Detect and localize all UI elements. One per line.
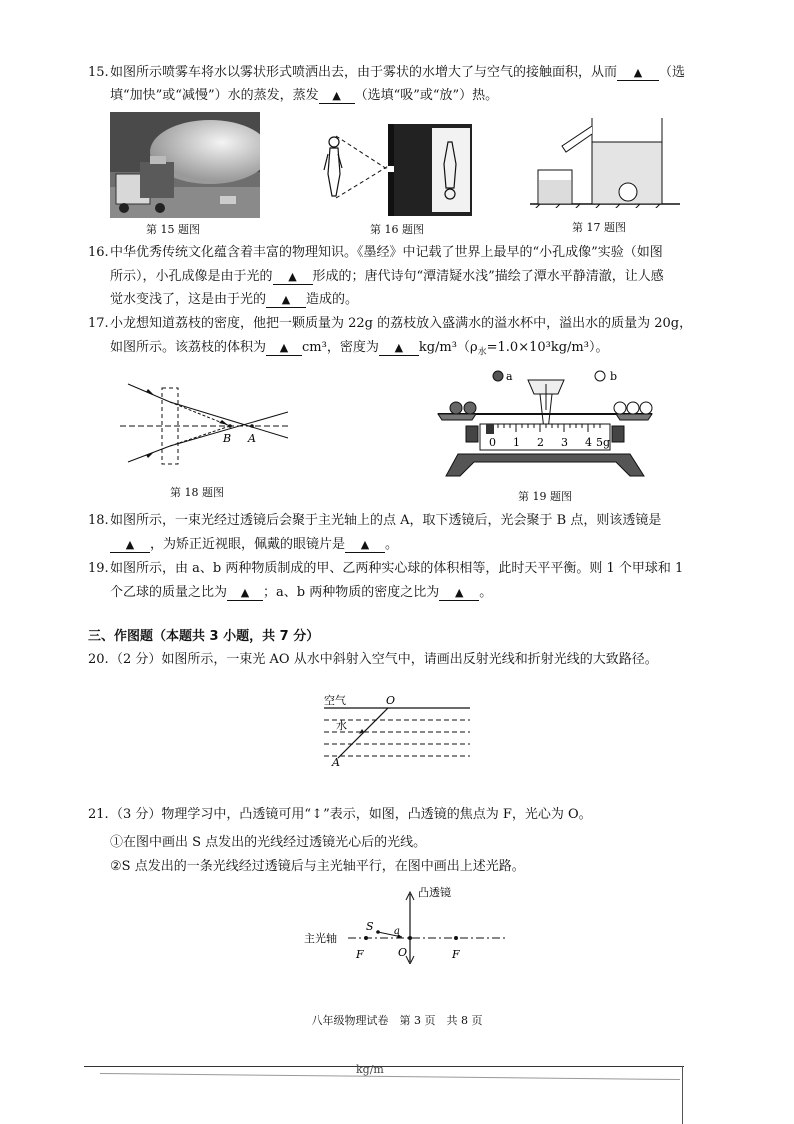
q17-number: 17. — [88, 316, 109, 331]
fig17-caption: 第 17 题图 — [572, 221, 626, 234]
q15-text-1b: （选 — [659, 65, 686, 80]
ball-b-icon — [627, 402, 639, 414]
page-edge-line — [100, 1073, 680, 1080]
bleed-through-text: kg/m — [356, 1063, 384, 1076]
answer-blank: ▲ — [345, 538, 385, 553]
q15-number: 15. — [88, 65, 109, 80]
q21-text-1b: ”表示，如图，凸透镜的焦点为 F，光心为 O。 — [323, 807, 592, 822]
q19-text-2b: ；a、b 两种物质的密度之比为 — [263, 585, 440, 600]
q19-text-2c: 。 — [479, 585, 493, 600]
lens-convergence-figure — [120, 376, 290, 466]
q17-line2 — [110, 339, 608, 362]
answer-blank: ▲ — [273, 270, 313, 285]
q15-text-2a: 填“加快”或“减慢”）水的蒸发，蒸发 — [110, 88, 319, 103]
q20-line1 — [88, 651, 658, 669]
q18-text-1: 如图所示，一束光经过透镜后会聚于主光轴上的点 A，取下透镜后，光会聚于 B 点，则该透镜是 — [110, 513, 662, 528]
ball-b-icon — [614, 402, 626, 414]
q16-number: 16. — [88, 245, 109, 260]
section-title: 三、作图题（本题共 3 小题，共 7 分） — [88, 629, 320, 644]
q20-text: （2 分）如图所示，一束光 AO 从水中斜射入空气中，请画出反射光线和折射光线的大致路径。 — [110, 652, 658, 667]
q19-line1 — [88, 560, 683, 578]
left-pan — [438, 414, 476, 420]
balance-figure — [430, 364, 660, 482]
svg-text:0: 0 — [489, 436, 496, 449]
q21-item2: ②S 点发出的一条光线经过透镜后与主光轴平行，在图中画出上述光路。 — [110, 859, 525, 874]
ball-b-icon — [595, 371, 605, 381]
balance-base — [446, 454, 644, 476]
ball-a-icon — [493, 371, 503, 381]
answer-blank: ▲ — [227, 586, 263, 601]
q19-text-1: 如图所示，由 a、b 两种物质制成的甲、乙两种实心球的体积相等，此时天平平衡。则 1 个甲球和 1 — [110, 561, 684, 576]
q19-line2 — [110, 584, 492, 602]
fig15-caption: 第 15 题图 — [146, 223, 200, 236]
point-a-label: A — [248, 432, 256, 445]
answer-blank: ▲ — [110, 538, 150, 553]
spout — [562, 126, 592, 152]
q17-text-2b: cm³，密度为 — [302, 340, 379, 355]
point-s-label: S — [366, 920, 374, 933]
q20-number: 20. — [88, 652, 109, 667]
q18-number: 18. — [88, 513, 109, 528]
q19-text-2a: 个乙球的质量之比为 — [110, 585, 228, 600]
answer-blank: ▲ — [266, 341, 302, 356]
ball-a-icon — [450, 402, 462, 414]
convex-lens-symbol-icon: ↕ — [311, 807, 323, 822]
fig16-caption: 第 16 题图 — [370, 223, 424, 236]
focus-left-label: F — [356, 948, 364, 961]
answer-blank: ▲ — [439, 586, 479, 601]
refraction-figure — [322, 692, 472, 768]
q17-text-1: 小龙想知道荔枝的密度，他把一颗质量为 22g 的荔枝放入盛满水的溢水杯中，溢出水的质量为 20g， — [110, 316, 693, 331]
q18-text-2b: ，为矫正近视眼，佩戴的眼镜片是 — [150, 537, 346, 552]
point-b-label: B — [223, 432, 232, 445]
q18-line1 — [88, 512, 661, 530]
svg-text:3: 3 — [561, 436, 568, 449]
lens-label: 凸透镜 — [418, 886, 451, 899]
point-o-label: O — [386, 694, 396, 707]
q15-text-2b: （选填“吸”或“放”）热。 — [354, 88, 499, 103]
water-label: 水 — [336, 719, 347, 732]
label-a: a — [506, 370, 513, 383]
q16-line1 — [88, 244, 663, 262]
q16-text-2a: 所示），小孔成像是由于光的 — [110, 269, 273, 284]
q16-text-2b: 形成的；唐代诗句“潭清疑水浅”描绘了潭水平静清澈，让人感 — [312, 269, 664, 284]
optical-center-label: O — [398, 946, 408, 959]
page-footer: 八年级物理试卷 第 3 页 共 8 页 — [311, 1014, 483, 1027]
rider-weight — [486, 424, 494, 434]
point-a-label: A — [332, 756, 340, 768]
svg-text:2: 2 — [537, 436, 544, 449]
page-edge-line — [84, 1066, 684, 1067]
answer-blank: ▲ — [266, 293, 306, 308]
q18-text-2c: 。 — [385, 537, 399, 552]
ray-a-label: a — [394, 926, 400, 937]
q19-number: 19. — [88, 561, 109, 576]
answer-blank: ▲ — [319, 89, 355, 104]
q15-line1 — [88, 64, 685, 82]
label-b: b — [610, 370, 618, 383]
page-edge-line — [682, 1066, 683, 1124]
q17-text-2c: kg/m³（ρ — [418, 340, 478, 355]
q16-text-1: 中华优秀传统文化蕴含着丰富的物理知识。《墨经》中记载了世界上最早的“小孔成像”实验（如图 — [110, 245, 663, 260]
fig19-caption: 第 19 题图 — [518, 490, 572, 503]
q17-text-2d: =1.0×10³kg/m³）。 — [486, 340, 609, 355]
svg-text:4: 4 — [585, 436, 592, 449]
incident-ray-ao — [338, 708, 388, 758]
pinhole-imaging-figure — [322, 124, 472, 216]
q15-line2 — [110, 87, 498, 105]
svg-text:1: 1 — [513, 436, 520, 449]
q21-text-1a: （3 分）物理学习中，凸透镜可用“ — [110, 807, 312, 822]
q21-item1: ①在图中画出 S 点发出的光线经过透镜光心后的光线。 — [110, 835, 427, 850]
focus-right-label: F — [452, 948, 460, 961]
ball-a-icon — [464, 402, 476, 414]
spray-truck-photo — [110, 112, 260, 218]
fig18-caption: 第 18 题图 — [170, 486, 224, 499]
lychee — [619, 183, 637, 201]
q21-line1 — [88, 806, 592, 824]
q15-text-1: 如图所示喷雾车将水以雾状形式喷洒出去，由于雾状的水增大了与空气的接触面积，从而 — [110, 65, 618, 80]
q16-text-3a: 觉水变浅了，这是由于光的 — [110, 292, 267, 307]
principal-axis-label: 主光轴 — [304, 932, 337, 945]
rho-subscript: 水 — [477, 347, 487, 358]
q16-text-3b: 造成的。 — [306, 292, 359, 307]
convex-lens-figure — [300, 884, 510, 964]
q21-number: 21. — [88, 807, 109, 822]
right-pan — [616, 414, 652, 420]
q17-line1 — [88, 315, 692, 333]
q16-line3 — [110, 291, 358, 309]
ball-b-icon — [640, 402, 652, 414]
overflow-cup-figure — [530, 112, 680, 208]
answer-blank: ▲ — [379, 341, 419, 356]
standing-person — [324, 137, 342, 196]
air-label: 空气 — [324, 694, 346, 707]
q18-line2 — [110, 536, 398, 554]
answer-blank: ▲ — [617, 66, 659, 81]
q17-text-2a: 如图所示。该荔枝的体积为 — [110, 340, 267, 355]
q16-line2 — [110, 268, 664, 286]
svg-text:5g: 5g — [596, 436, 611, 449]
